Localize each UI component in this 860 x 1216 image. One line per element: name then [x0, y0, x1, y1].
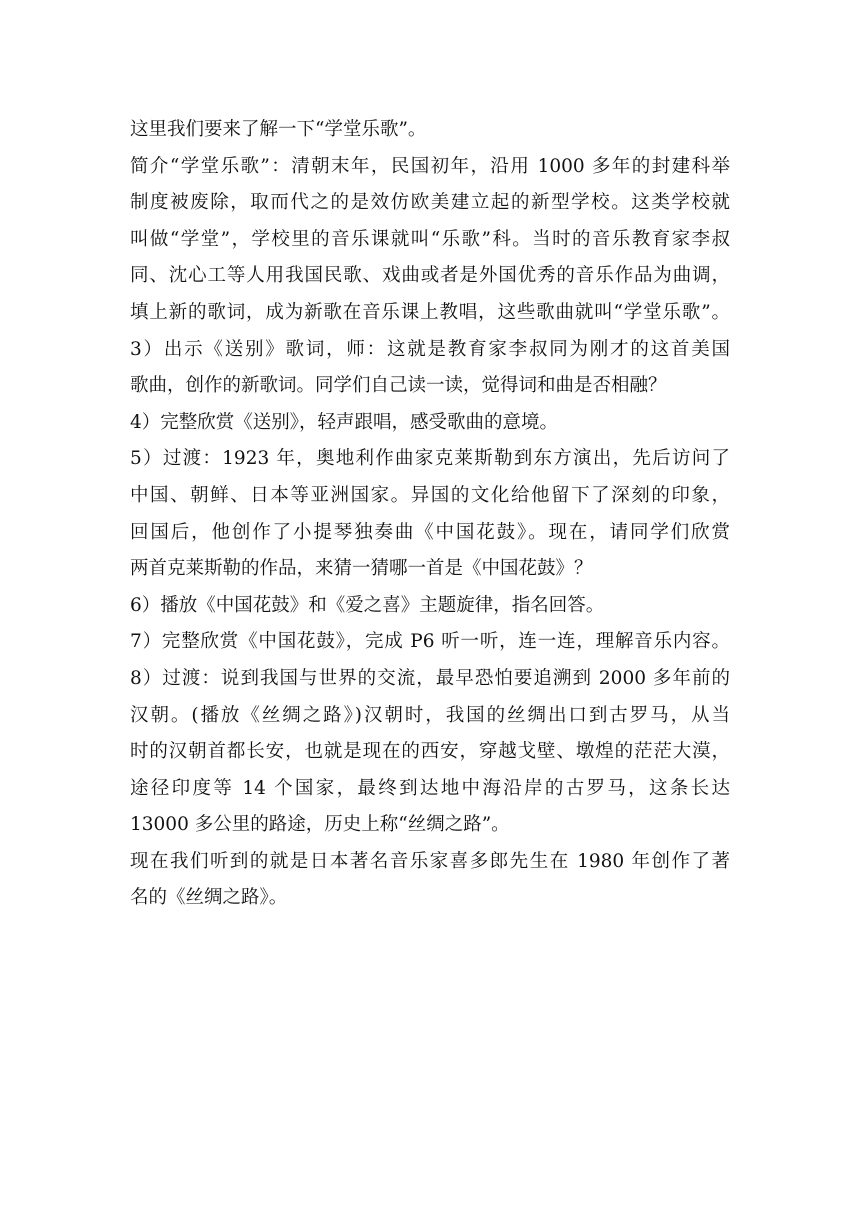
text-line: 中国、朝鲜、日本等亚洲国家。异国的文化给他留下了深刻的印象，: [130, 484, 730, 506]
text-line: 这里我们要来了解一下“学堂乐歌”。: [130, 119, 427, 140]
text-line: 8）过渡：说到我国与世界的交流，最早恐怕要追溯到 2000 多年前的: [130, 667, 730, 689]
text-line: 7）完整欣赏《中国花鼓》，完成 P6 听一听，连一连，理解音乐内容。: [130, 631, 730, 653]
text-line: 现在我们听到的就是日本著名音乐家喜多郎先生在 1980 年创作了著: [130, 850, 730, 872]
text-line: 填上新的歌词，成为新歌在音乐课上教唱，这些歌曲就叫“学堂乐歌”。: [130, 301, 730, 323]
text-line: 简介“学堂乐歌”：清朝末年，民国初年，沿用 1000 多年的封建科举: [130, 155, 730, 177]
text-line: 途径印度等 14 个国家，最终到达地中海沿岸的古罗马，这条长达: [130, 777, 730, 799]
text-line: 3）出示《送别》歌词，师：这就是教育家李叔同为刚才的这首美国: [130, 338, 730, 360]
text-line: 两首克莱斯勒的作品，来猜一猜哪一首是《中国花鼓》？: [130, 558, 593, 580]
text-line: 4）完整欣赏《送别》，轻声跟唱，感受歌曲的意境。: [130, 411, 559, 433]
text-line: 5）过渡：1923 年，奥地利作曲家克莱斯勒到东方演出，先后访问了: [130, 448, 730, 470]
text-line: 同、沈心工等人用我国民歌、戏曲或者是外国优秀的音乐作品为曲调，: [130, 265, 730, 287]
text-line: 汉朝。(播放《丝绸之路》)汉朝时，我国的丝绸出口到古罗马，从当: [130, 704, 730, 726]
document-body: [130, 112, 730, 917]
text-line: 叫做“学堂”，学校里的音乐课就叫“乐歌”科。当时的音乐教育家李叔: [130, 228, 730, 250]
text-line: 13000 多公里的路途，历史上称“丝绸之路”。: [130, 814, 510, 836]
text-line: 制度被废除，取而代之的是效仿欧美建立起的新型学校。这类学校就: [130, 192, 730, 214]
text-line: 名的《丝绸之路》。: [130, 887, 288, 909]
text-line: 歌曲，创作的新歌词。同学们自己读一读，觉得词和曲是否相融？: [130, 375, 667, 397]
text-line: 6）播放《中国花鼓》和《爱之喜》主题旋律，指名回答。: [130, 594, 605, 616]
text-line: 回国后，他创作了小提琴独奏曲《中国花鼓》。现在，请同学们欣赏: [130, 521, 730, 543]
text-line: 时的汉朝首都长安，也就是现在的西安，穿越戈壁、墩煌的茫茫大漠，: [130, 741, 730, 763]
